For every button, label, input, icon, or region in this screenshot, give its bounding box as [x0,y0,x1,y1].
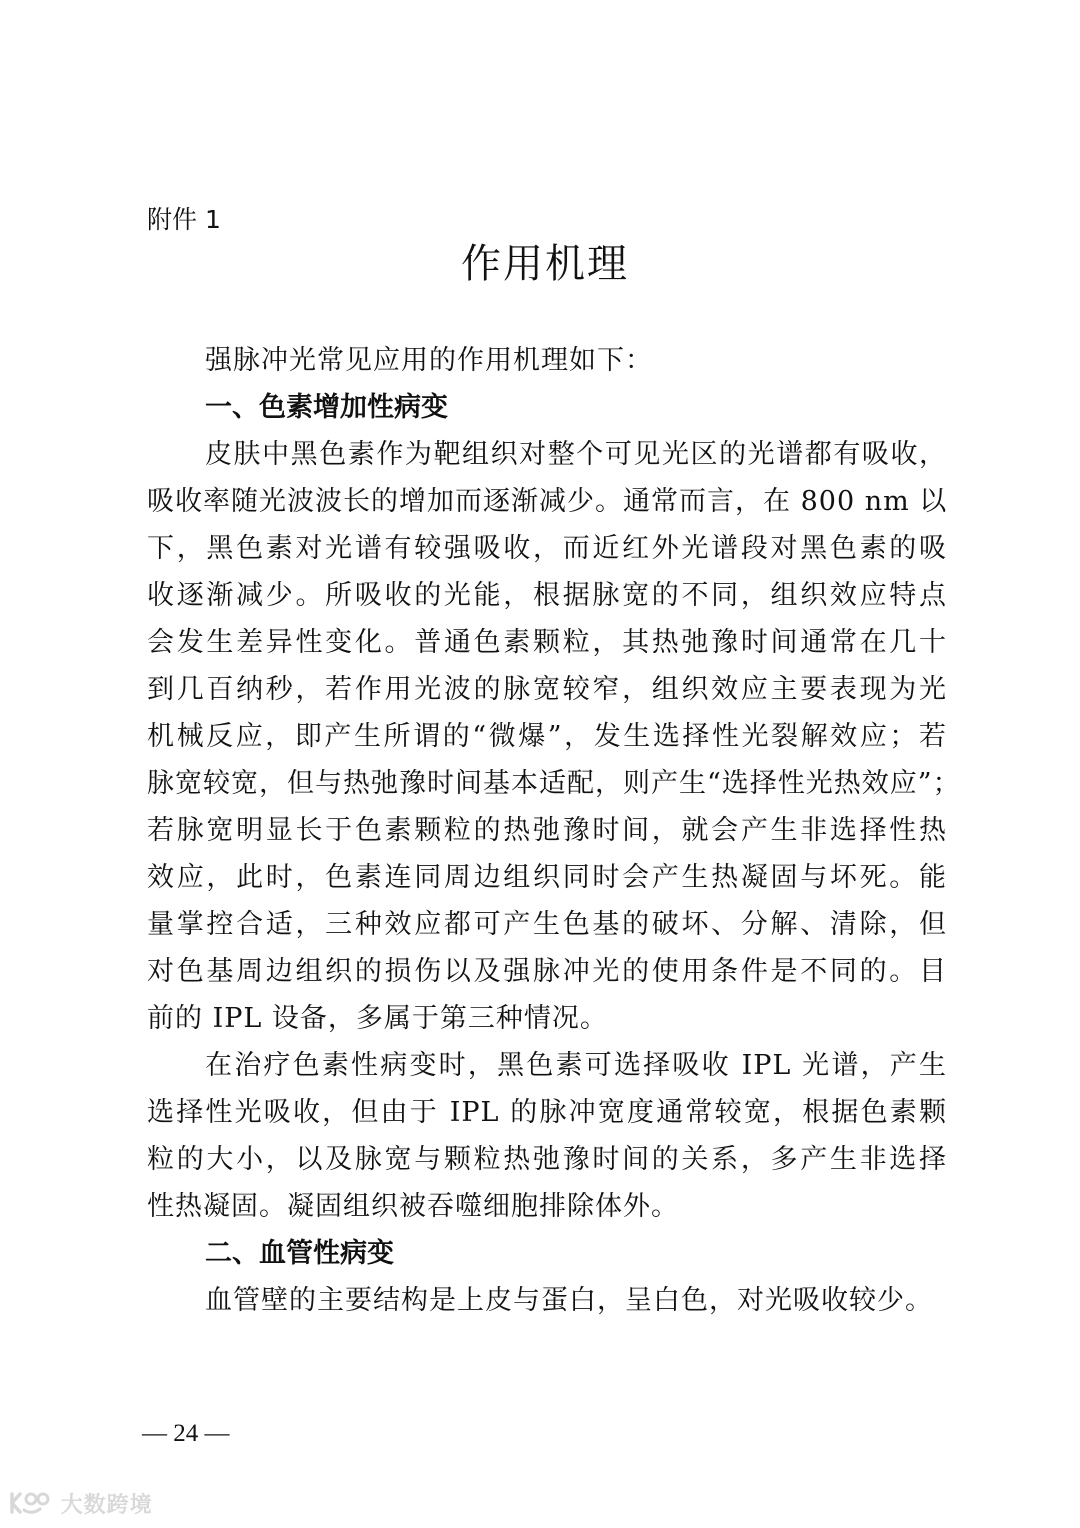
paragraph-line: 在治疗色素性病变时，黑色素可选择吸收 IPL 光谱，产生 [205,1050,947,1081]
section-heading: 二、血管性病变 [205,1238,394,1269]
paragraph-line: 收逐渐减少。所吸收的光能，根据脉宽的不同，组织效应特点 [147,580,947,611]
watermark [8,1488,153,1522]
paragraph-line: 脉宽较宽，但与热弛豫时间基本适配，则产生“选择性光热效应”； [147,768,961,799]
page-title: 作用机理 [461,241,629,287]
watermark-text: 大数跨境 [60,1493,153,1518]
paragraph [147,431,961,1042]
paragraph-line: 会发生差异性变化。普通色素颗粒，其热弛豫时间通常在几十 [147,627,947,658]
brand-logo-icon [8,1490,52,1522]
paragraph-line: 前的 IPL 设备，多属于第三种情况。 [147,1003,608,1034]
paragraph-line: 性热凝固。凝固组织被吞噬细胞排除体外。 [147,1191,679,1222]
paragraph-line: 量掌控合适，三种效应都可产生色基的破坏、分解、清除，但 [147,909,947,940]
paragraph [147,1277,947,1324]
paragraph-line: 效应，此时，色素连同周边组织同时会产生热凝固与坏死。能 [147,862,947,893]
document-body [147,337,961,1324]
paragraph-line: 皮肤中黑色素作为靶组织对整个可见光区的光谱都有吸收， [205,439,947,470]
paragraph-line: 吸收率随光波波长的增加而逐渐减少。通常而言，在 800 nm 以 [147,486,948,517]
paragraph [147,1042,947,1230]
paragraph-line: 选择性光吸收，但由于 IPL 的脉冲宽度通常较宽，根据色素颗 [147,1097,947,1128]
paragraph-line: 粒的大小，以及脉宽与颗粒热弛豫时间的关系，多产生非选择 [147,1144,947,1175]
paragraph-line: 若脉宽明显长于色素颗粒的热弛豫时间，就会产生非选择性热 [147,815,947,846]
intro-paragraph: 强脉冲光常见应用的作用机理如下： [205,345,653,376]
section-heading: 一、色素增加性病变 [205,392,448,423]
paragraph-line: 机械反应，即产生所谓的“微爆”，发生选择性光裂解效应；若 [147,721,947,752]
paragraph-line: 到几百纳秒，若作用光波的脉宽较窄，组织效应主要表现为光 [147,674,947,705]
paragraph-line: 血管壁的主要结构是上皮与蛋白，呈白色，对光吸收较少。 [205,1285,933,1316]
paragraph-line: 下，黑色素对光谱有较强吸收，而近红外光谱段对黑色素的吸 [147,533,947,564]
paragraph-line: 对色基周边组织的损伤以及强脉冲光的使用条件是不同的。目 [147,956,947,987]
page-number: — 24 — [142,1420,230,1447]
attachment-label: 附件 1 [147,205,221,234]
